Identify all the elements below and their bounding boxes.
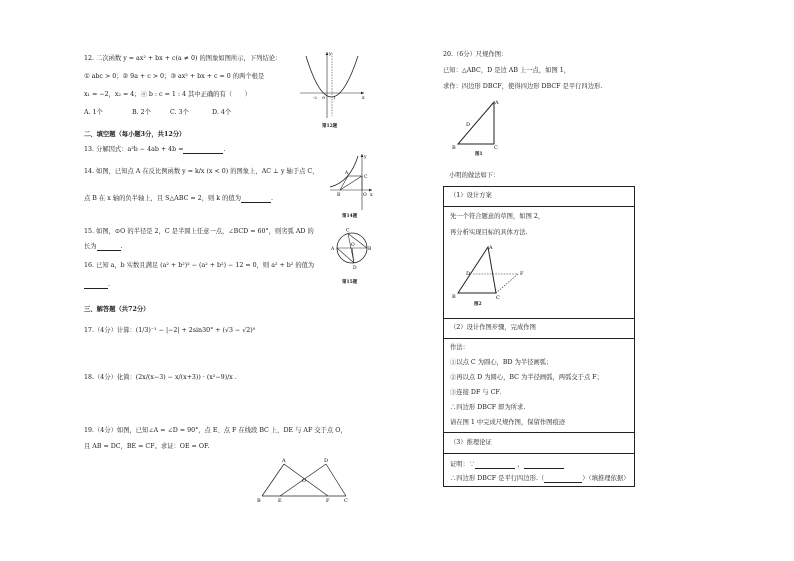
- q12-line2: ① abc > 0；② 9a + c > 0；③ ax² + bx + c = 0 的两个根是: [84, 73, 265, 80]
- q15-fig-label-c: C: [346, 228, 350, 234]
- step2-line-0: 作法：: [450, 344, 469, 351]
- q13-answer-blank[interactable]: [183, 147, 223, 154]
- q19-figure: [256, 456, 352, 502]
- q20-fig2-caption: 图2: [474, 302, 482, 307]
- q20-fig1-caption: 图1: [475, 152, 483, 157]
- solution-box: [443, 186, 635, 487]
- step3-line2: ∴四边形 DBCF 是平行四边形.（ ）（填推理依据）: [450, 475, 630, 482]
- q20-fig1-label-d: D: [466, 122, 471, 128]
- q12-fig-label-x: x: [362, 96, 365, 101]
- q16-answer-blank[interactable]: [84, 282, 108, 289]
- q14-fig-label-a: A: [345, 171, 349, 176]
- q14-line2: 点 B 在 x 轴的负半轴上，且 S△ABC = 2，则 k 的值为 .: [84, 195, 274, 202]
- section2-heading: 二、填空题（每小题3分，共12分）: [84, 131, 186, 138]
- q14-fig-label-x: x: [370, 193, 373, 198]
- q20-figure2: [452, 243, 532, 301]
- q14-hyperbola-figure: [328, 152, 376, 212]
- step1-line2: 再分析实现目标的具体方法.: [450, 229, 528, 236]
- q14-fig-label-c: C: [364, 175, 368, 180]
- q12-fig-label-origin: O: [322, 95, 326, 100]
- q20-fig1-label-a: A: [495, 100, 499, 106]
- q12-line3: x₁ = −2，x₂ = 4；④ b : c = 1 : 4 其中正确的有（ ）: [84, 91, 251, 98]
- step2-line-1: ①以点 C 为圆心，BD 为半径画弧；: [450, 359, 553, 366]
- q20-fig2-label-c: C: [496, 295, 500, 301]
- step2-line-3: ③连接 DF 与 CF．: [450, 389, 507, 396]
- q20-fig1-label-b: B: [452, 145, 456, 151]
- q14-fig-label-y: y: [364, 155, 367, 160]
- q13-text: 13. 分解因式：a²b − 4ab + 4b = .: [84, 146, 226, 153]
- q15-figure-caption: 第15题: [342, 280, 358, 285]
- q14-fig-label-origin: O: [363, 193, 367, 198]
- q15-answer-blank[interactable]: [97, 244, 121, 251]
- q12-fig-label-y: y: [329, 52, 332, 57]
- q20-fig2-label-d: D: [466, 271, 471, 277]
- q19-line2: 且 AB = DC，BE = CF。求证：OE = OF.: [84, 443, 210, 450]
- step3-blank-1[interactable]: [475, 462, 515, 469]
- step3-title: （3）推理论证: [450, 439, 492, 446]
- q12-line1: 12. 二次函数 y = ax² + bx + c(a ≠ 0) 的图象如图所示，下列结论：: [84, 55, 282, 62]
- step2-title: （2）设计作图步骤，完成作图: [450, 324, 536, 331]
- q14-answer-blank[interactable]: [241, 196, 271, 203]
- q16-line2: .: [84, 281, 110, 289]
- q15-fig-label-d: D: [353, 266, 357, 271]
- q19-fig-label-c: C: [344, 498, 348, 504]
- q18-text: 18.（4分）化简：(2x/(x−3) − x/(x+3)) · (x²−9)/x .: [84, 374, 237, 381]
- q15-fig-label-b: B: [368, 247, 372, 252]
- q20-fig2-label-b: B: [452, 294, 456, 300]
- step2-line-5: 请在图 1 中完成尺规作图，保留作图痕迹: [450, 419, 566, 426]
- q12-option-b[interactable]: B. 2个: [132, 109, 151, 116]
- step1-title: （1）设计方案: [450, 192, 492, 199]
- q20-line3: 求作：四边形 DBCF，使得四边形 DBCF 是平行四边形.: [443, 83, 603, 90]
- step1-line1: 先一个符合题意的草图，如图 2，: [450, 213, 545, 220]
- q15-fig-label-a: A: [331, 247, 335, 252]
- q12-option-a[interactable]: A. 1个: [84, 109, 103, 116]
- q17-text: 17.（4分）计算：(1/3)⁻¹ − |−2| + 2sin30° + (√3 − √2)⁰: [84, 327, 256, 334]
- step3-blank-2[interactable]: [524, 462, 564, 469]
- q12-option-c[interactable]: C. 3个: [170, 109, 189, 116]
- q19-line1: 19.（4分）如图，已知∠A = ∠D = 90°，点 E、点 F 在线段 BC 上，DE 与 AF 交于点 O，: [84, 427, 347, 434]
- q19-fig-label-b: B: [257, 498, 261, 504]
- q15-fig-label-o: O: [351, 243, 355, 248]
- q20-fig1-label-c: C: [494, 145, 498, 151]
- q12-figure-caption: 第12题: [322, 124, 338, 129]
- q15-line1: 15. 如图，⊙O 的半径是 2，C 是半圆上任意一点，∠BCD = 60°，则劣弧 AD 的: [84, 228, 314, 235]
- q14-figure-caption: 第14题: [342, 214, 358, 219]
- q12-parabola-figure: [298, 48, 370, 120]
- section3-heading: 三、解答题（共72分）: [84, 306, 150, 313]
- q19-fig-label-f: F: [326, 498, 330, 504]
- step3-reason-blank[interactable]: [544, 476, 582, 483]
- q20-line2: 已知：△ABC，D 是边 AB 上一点，如图 1，: [443, 67, 571, 74]
- q19-fig-label-a: A: [282, 458, 286, 464]
- step3-line1: 证明：∵ ，: [450, 461, 564, 469]
- q20-fig2-label-a: A: [489, 245, 493, 251]
- q20-fig2-label-f: F: [520, 271, 524, 277]
- q15-line2: 长为 .: [84, 243, 123, 250]
- q15-circle-figure: [330, 226, 374, 270]
- step2-line-2: ②再以点 D 为圆心，BC 为半径画弧，两弧交于点 F；: [450, 374, 603, 381]
- q14-fig-label-b: B: [337, 193, 341, 198]
- q20-line1: 20.（6分）尺规作图：: [443, 51, 508, 58]
- q12-fig-label-neg2: -2: [313, 95, 317, 100]
- q20-figure1: [450, 98, 506, 150]
- step2-line-4: ∴四边形 DBCF 即为所求.: [450, 404, 526, 411]
- q19-fig-label-d: D: [324, 458, 329, 464]
- q20-intro: 小明的做法如下：: [449, 172, 500, 179]
- q19-fig-label-e: E: [278, 498, 282, 504]
- q14-line1: 14. 如图，已知点 A 在反比例函数 y = k/x (x < 0) 的图象上，AC ⊥ y 轴于点 C，: [84, 168, 319, 175]
- q19-fig-label-o: O: [302, 478, 307, 484]
- q12-option-d[interactable]: D. 4个: [212, 109, 232, 116]
- q12-fig-label-1: 1: [333, 95, 336, 100]
- q16-line1: 16. 已知 a，b 实数且满足 (a² + b²)² − (a² + b²) − 12 = 0，则 a² + b² 的值为: [84, 262, 315, 269]
